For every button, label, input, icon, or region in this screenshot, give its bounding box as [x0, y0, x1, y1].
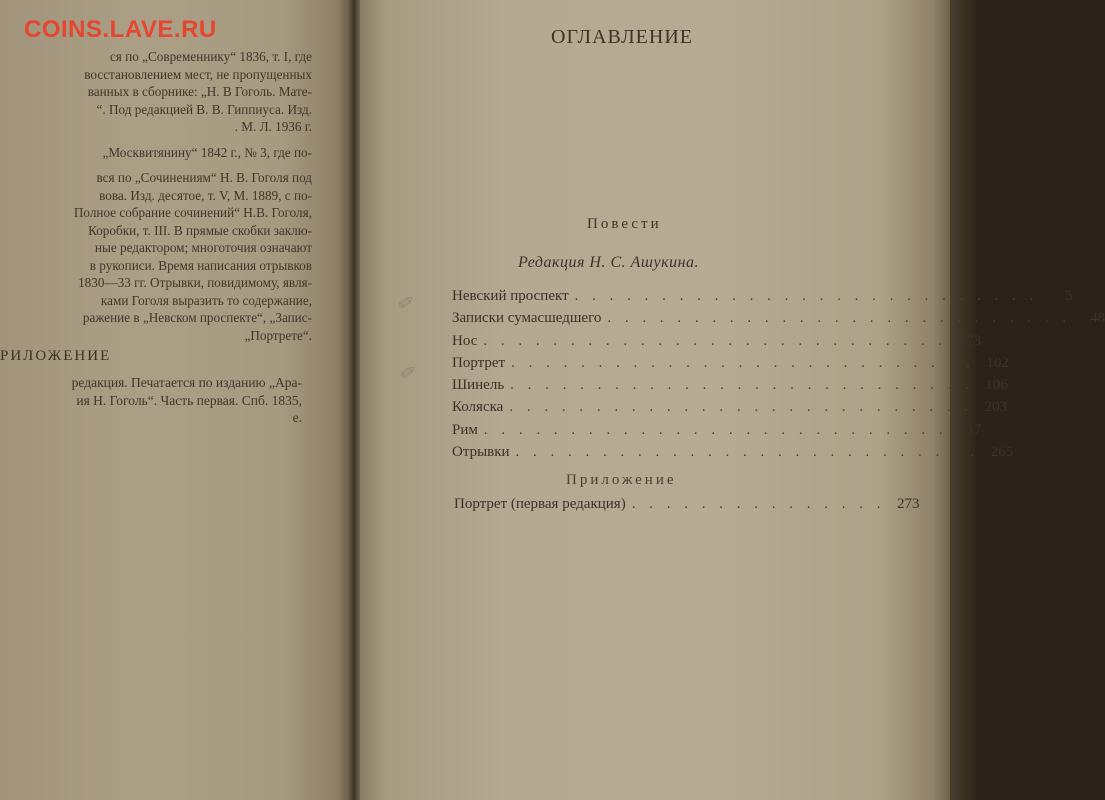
toc-leader-dots: . . . . . . . . . . . . . . . . . . . . . . . . . . . — [509, 399, 974, 416]
note-line: ные редактором; многоточия означают — [94, 240, 312, 255]
toc-list — [452, 288, 1105, 466]
toc-leader-dots: . . . . . . . . . . . . . . . . . . . . . . . . . . . — [510, 377, 974, 394]
book-gutter — [346, 0, 360, 800]
toc-entry-page: 265 — [990, 444, 1014, 461]
note-line: вова. Изд. десятое, т. V, М. 1889, с по- — [99, 187, 312, 203]
toc-entry-title: Нос — [452, 332, 478, 349]
note-line: 1830—33 гг. Отрывки, повидимому, явля- — [78, 275, 312, 290]
toc-entry-title: Шинель — [452, 377, 505, 394]
editor-credit: Редакция Н. С. Ашукина. — [518, 254, 700, 271]
toc-entry-page: 217 — [959, 421, 982, 438]
section-heading: Повести — [587, 216, 662, 232]
notes-block-1 — [0, 48, 312, 136]
left-page-notes — [0, 48, 312, 352]
left-appendix-text — [0, 374, 302, 427]
notes-block-2 — [0, 144, 312, 162]
note-line: вся по „Сочинениям“ Н. В. Гоголя под — [96, 170, 312, 185]
toc-entry-title: Отрывки — [452, 444, 510, 461]
toc-entry — [454, 496, 920, 518]
appendix-heading: Приложение — [566, 472, 677, 488]
toc-entry-title: Рим — [452, 421, 478, 438]
toc-entry — [452, 377, 1008, 399]
note-line: ванных в сборнике: „Н. В Гоголь. Мате- — [87, 84, 312, 99]
toc-entry-page: 273 — [896, 496, 920, 512]
toc-entry — [452, 288, 1073, 310]
note-line: восстановлением мест, не пропущенных — [84, 66, 312, 82]
note-line: ками Гоголя выразить то содержание, — [100, 292, 312, 308]
note-line: ия Н. Гоголь“. Часть первая. Спб. 1835, — [76, 392, 302, 408]
pencil-mark: ✎ — [395, 361, 422, 383]
appendix-list — [454, 496, 920, 518]
toc-leader-dots: . . . . . . . . . . . . . . . . . . . . . . . . . . . — [511, 354, 975, 371]
toc-entry — [452, 354, 1009, 377]
toc-entry-title: Портрет (первая редакция) — [454, 496, 626, 512]
toc-leader-dots: . . . . . . . . . . . . . . . . . . . . . . . . . . . — [483, 421, 948, 438]
note-line: в рукописи. Время написания отрывков — [89, 257, 312, 273]
toc-title: ОГЛАВЛЕНИЕ — [551, 26, 693, 48]
toc-entry-title: Невский проспект — [452, 288, 569, 304]
toc-leader-dots: . . . . . . . . . . . . . . . . . . . . . . . . . . . — [515, 444, 980, 461]
note-line: „Москвитянину“ 1842 г., № 3, где по- — [102, 144, 312, 160]
toc-entry-title: Коляска — [452, 399, 504, 416]
toc-entry — [452, 444, 1014, 466]
note-line: Коробки, т. III. В прямые скобки заклю- — [88, 222, 312, 238]
note-line: ражение в „Невском проспекте“, „Запис- — [82, 310, 312, 325]
toc-leader-dots: . . . . . . . . . . . . . . . . . . . . . . . . . . . — [483, 332, 948, 349]
toc-entry — [452, 399, 1008, 421]
toc-entry-page: 106 — [985, 377, 1008, 394]
toc-entry-page: 5 — [1064, 288, 1073, 304]
toc-entry-title: Портрет — [452, 354, 506, 371]
toc-entry-page: 73 — [966, 332, 982, 349]
left-appendix-heading: РИЛОЖЕНИЕ — [0, 348, 112, 364]
note-line: ся по „Современнику“ 1836, т. I, где — [109, 49, 312, 64]
note-line: е. — [292, 410, 302, 425]
note-line: Полное собрание сочинений“ Н.В. Гоголя, — [73, 205, 312, 220]
watermark: COINS.LAVE.RU — [24, 16, 217, 43]
toc-entry — [452, 332, 982, 355]
toc-entry — [452, 421, 982, 444]
toc-entry-title: Записки сумасшедшего — [452, 310, 602, 327]
toc-entry-page: 203 — [984, 399, 1008, 416]
toc-leader-dots: . . . . . . . . . . . . . . . . . . . . . . . . . . . — [607, 310, 1072, 327]
note-line: редакция. Печатается по изданию „Ара- — [71, 375, 302, 390]
notes-block-3 — [0, 169, 312, 344]
note-line: . М. Л. 1936 г. — [234, 119, 312, 134]
toc-leader-dots: . . . . . . . . . . . . . . . — [631, 496, 886, 512]
note-line: „Портрете“. — [244, 327, 312, 343]
toc-entry — [452, 310, 1105, 332]
toc-leader-dots: . . . . . . . . . . . . . . . . . . . . . . . . . . . — [574, 288, 1039, 304]
toc-entry-page: 102 — [986, 354, 1009, 371]
toc-entry-page: 48 — [1090, 310, 1105, 327]
note-line: “. Под редакцией В. В. Гиппиуса. Изд. — [96, 101, 312, 117]
pencil-mark: ✎ — [393, 291, 420, 313]
